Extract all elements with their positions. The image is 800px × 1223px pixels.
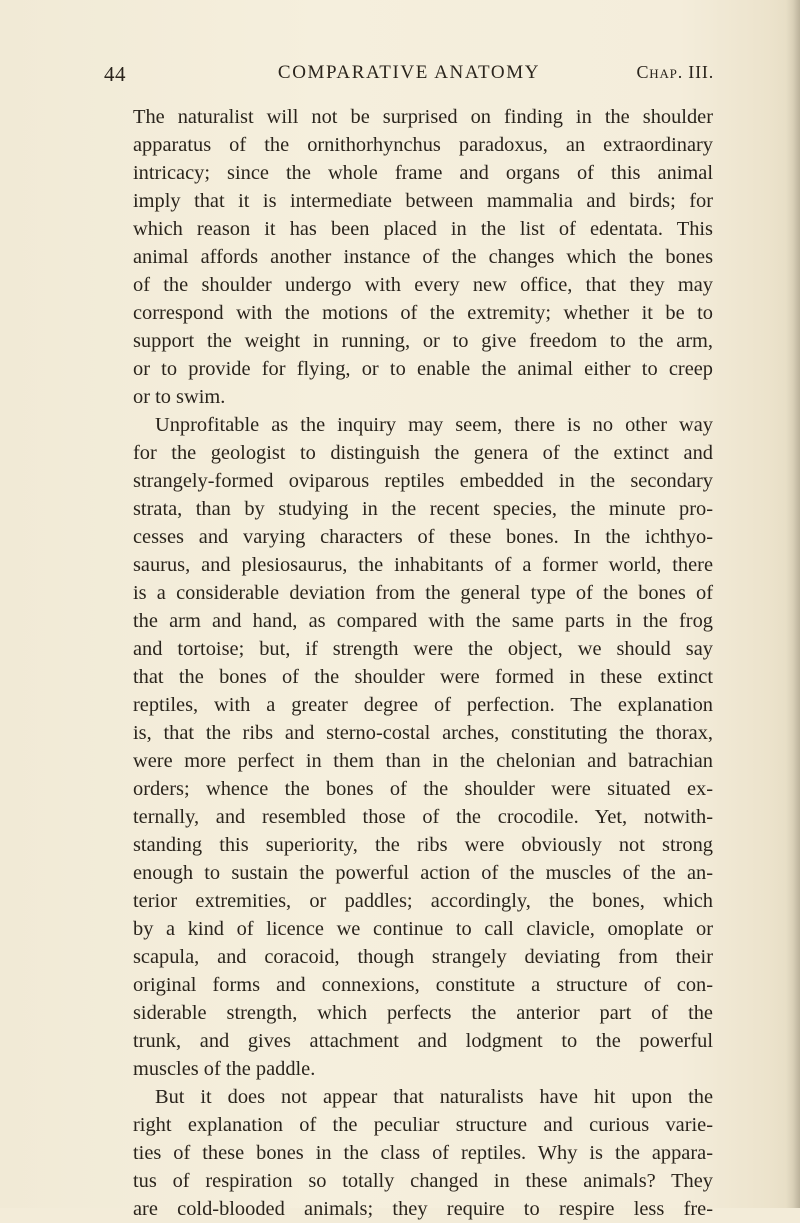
page-edge-shadow <box>786 0 800 1208</box>
text-line: strangely-formed oviparous reptiles embedded in the secondary <box>133 470 713 492</box>
text-line: or to provide for flying, or to enable the animal either to creep <box>133 358 713 380</box>
text-line: But it does not appear that naturalists have hit upon the <box>155 1086 713 1108</box>
text-line: for the geologist to distinguish the genera of the extinct and <box>133 442 713 464</box>
text-line: imply that it is intermediate between mammalia and birds; for <box>133 190 713 212</box>
text-line: strata, than by studying in the recent species, the minute pro- <box>133 498 713 520</box>
text-line: is, that the ribs and sterno-costal arches, constituting the thorax, <box>133 722 713 744</box>
text-line: Unprofitable as the inquiry may seem, there is no other way <box>155 414 713 436</box>
text-line: are cold-blooded animals; they require to respire less fre- <box>133 1198 713 1220</box>
text-line: enough to sustain the powerful action of the muscles of the an- <box>133 862 713 884</box>
text-line: apparatus of the ornithorhynchus paradoxus, an extraordinary <box>133 134 713 156</box>
text-line: trunk, and gives attachment and lodgment to the powerful <box>133 1030 713 1052</box>
text-line: terior extremities, or paddles; accordingly, the bones, which <box>133 890 713 912</box>
text-line: standing this superiority, the ribs were obviously not strong <box>133 834 713 856</box>
text-line: The naturalist will not be surprised on finding in the shoulder <box>133 106 713 128</box>
text-line: original forms and connexions, constitute a structure of con- <box>133 974 713 996</box>
text-line: orders; whence the bones of the shoulder were situated ex- <box>133 778 713 800</box>
text-line: or to swim. <box>133 386 226 408</box>
text-line: by a kind of licence we continue to call clavicle, omoplate or <box>133 918 713 940</box>
text-line: support the weight in running, or to give freedom to the arm, <box>133 330 713 352</box>
text-line: right explanation of the peculiar structure and curious varie- <box>133 1114 713 1136</box>
running-title: COMPARATIVE ANATOMY <box>277 62 541 83</box>
chapter-label: Chap. III. <box>636 62 714 82</box>
text-line: which reason it has been placed in the list of edentata. This <box>133 218 713 240</box>
text-line: saurus, and plesiosaurus, the inhabitants of a former world, there <box>133 554 713 576</box>
text-line: were more perfect in them than in the chelonian and batrachian <box>133 750 713 772</box>
text-line: correspond with the motions of the extremity; whether it be to <box>133 302 713 324</box>
text-line: the arm and hand, as compared with the same parts in the frog <box>133 610 713 632</box>
text-line: that the bones of the shoulder were formed in these extinct <box>133 666 713 688</box>
text-line: intricacy; since the whole frame and organs of this animal <box>133 162 713 184</box>
text-line: reptiles, with a greater degree of perfection. The explanation <box>133 694 713 716</box>
text-line: ternally, and resembled those of the crocodile. Yet, notwith- <box>133 806 713 828</box>
text-line: and tortoise; but, if strength were the object, we should say <box>133 638 713 660</box>
text-line: of the shoulder undergo with every new office, that they may <box>133 274 713 296</box>
text-line: tus of respiration so totally changed in these animals? They <box>133 1170 713 1192</box>
text-line: animal affords another instance of the changes which the bones <box>133 246 713 268</box>
text-line: cesses and varying characters of these bones. In the ichthyo- <box>133 526 713 548</box>
text-line: ties of these bones in the class of reptiles. Why is the appara- <box>133 1142 713 1164</box>
text-line: muscles of the paddle. <box>133 1058 316 1080</box>
page-header <box>104 62 714 86</box>
body-text <box>133 103 713 1223</box>
text-line: siderable strength, which perfects the anterior part of the <box>133 1002 713 1024</box>
text-line: scapula, and coracoid, though strangely deviating from their <box>133 946 713 968</box>
text-line: is a considerable deviation from the general type of the bones of <box>133 582 713 604</box>
page-number: 44 <box>104 62 126 86</box>
